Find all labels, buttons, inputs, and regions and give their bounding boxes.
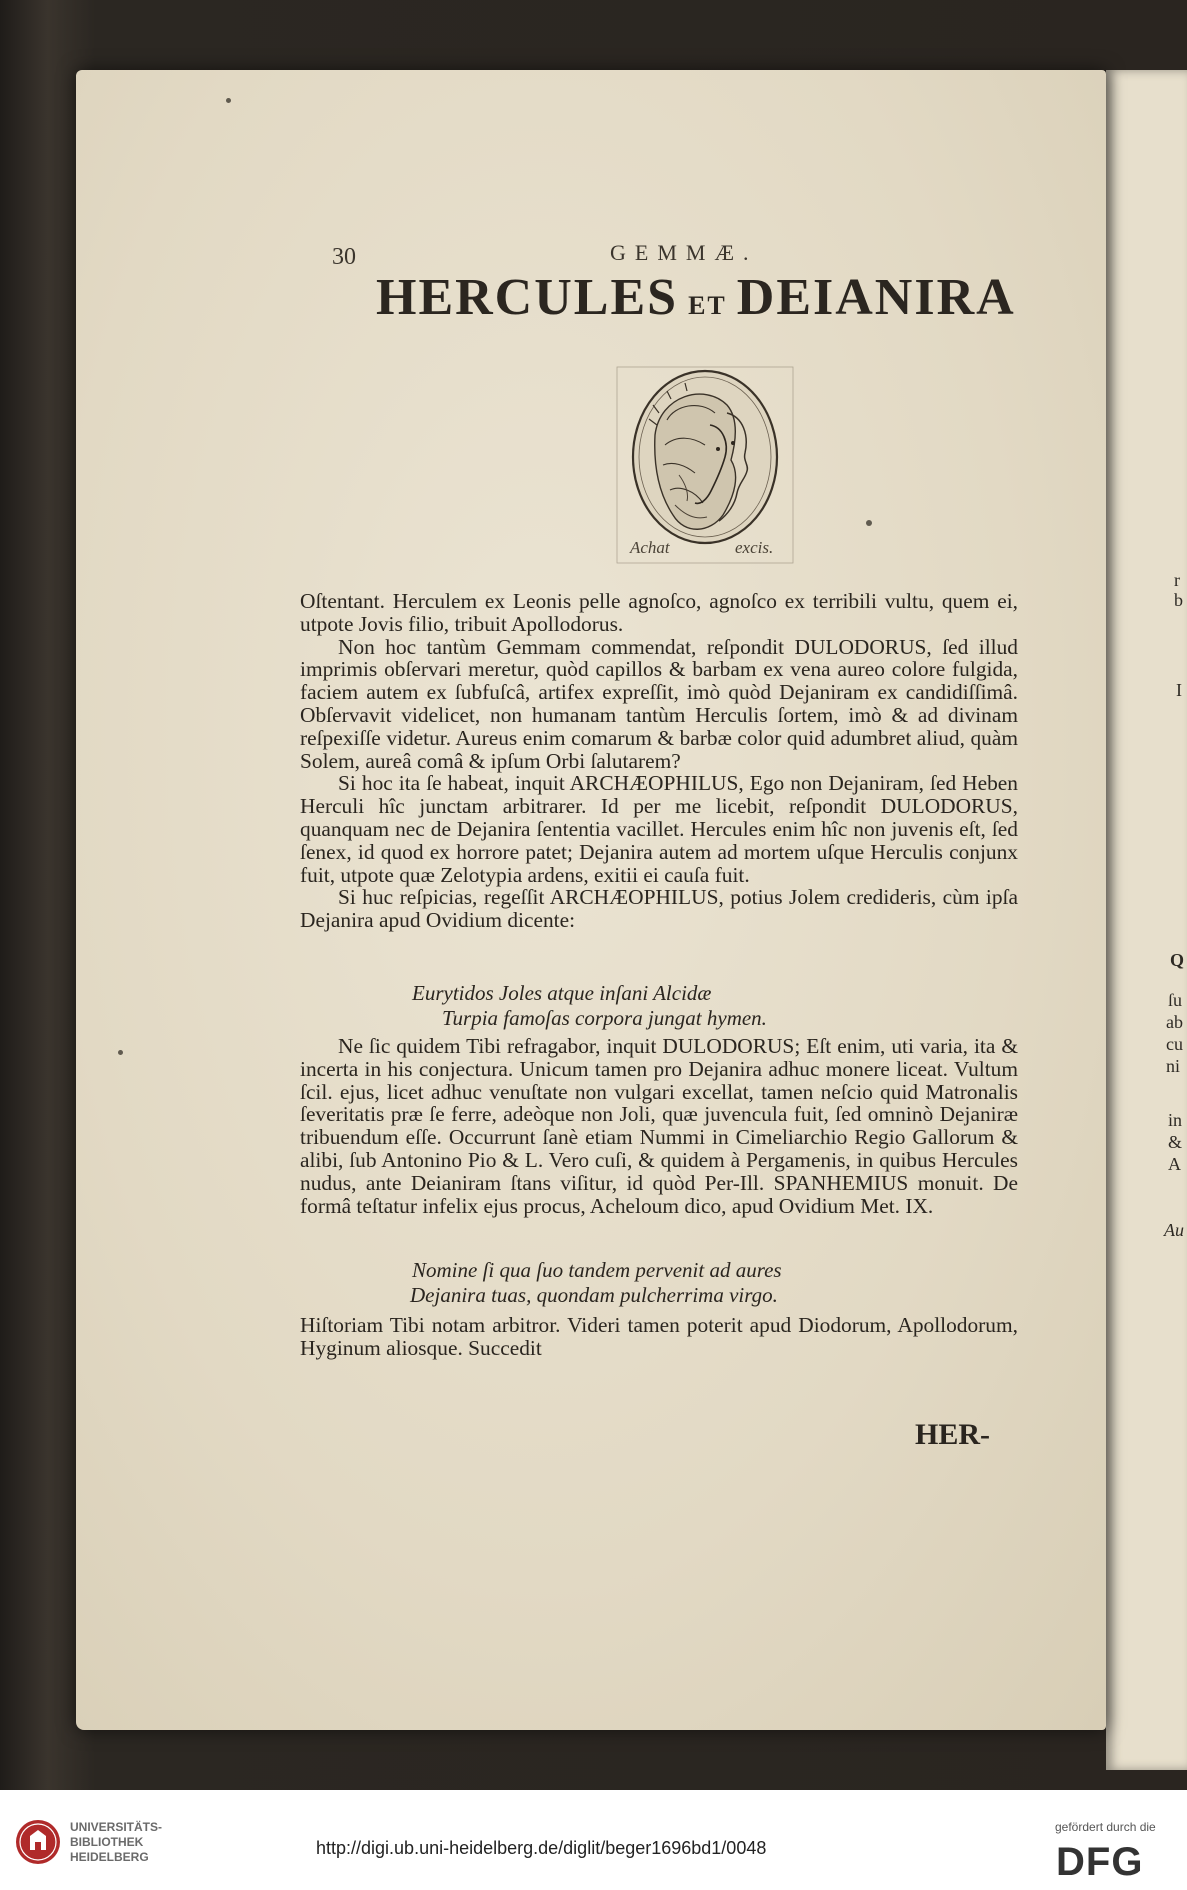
ink-spot [866, 520, 872, 526]
verse-line: Dejanira tuas, quondam pulcherrima virgo. [410, 1283, 778, 1307]
next-page-fragment: ſu [1168, 990, 1183, 1010]
institution-name: UNIVERSITÄTS- BIBLIOTHEK HEIDELBERG [70, 1820, 163, 1864]
paragraph: Non hoc tantùm Gemmam commendat, reſpondit DULODORUS, ſed illud imprimis obſervari meretur, quòd capillos & barbam ex vena aureo colore fulgida, faciem autem ex ſubfuſcâ, artifex expreſſit, imò quòd Dejaniram ex candidiſſimâ. Obſervavit videlicet, non humanam tantùm Herculis ſortem, imò & ad divinam reſpexiſſe videtur. Aureus enim comarum & barbæ color quid adumbret aliud, quàm Solem, aureâ comâ & ipſum Orbi ſalutarem? [300, 634, 1018, 773]
next-page-fragment: Q [1170, 950, 1185, 970]
next-page-fragment: b [1174, 590, 1183, 610]
next-page-fragment: ni [1166, 1056, 1181, 1076]
paragraph: Hiſtoriam Tibi notam arbitror. Videri tamen poterit apud Diodorum, Apollodorum, Hyginum aliosque. Succedit [300, 1313, 1018, 1360]
university-seal-icon [14, 1818, 62, 1866]
ink-spot [226, 98, 231, 103]
next-page-fragment: in [1168, 1110, 1183, 1130]
next-page-fragment: I [1176, 680, 1182, 700]
running-head: GEMMÆ. [610, 240, 758, 265]
next-page-fragment: Au [1164, 1220, 1184, 1240]
gem-engraving [615, 365, 795, 565]
text-block-2 [300, 1035, 1018, 1217]
page-number: 30 [332, 244, 356, 270]
source-url-link[interactable]: http://digi.ub.uni-heidelberg.de/diglit/beger1696bd1/0048 [316, 1838, 767, 1858]
verse-line: Nomine ſi qua ſuo tandem pervenit ad aures [412, 1258, 782, 1282]
verse-line: Turpia famoſas corpora jungat hymen. [442, 1006, 767, 1030]
catchword: HER- [915, 1418, 990, 1451]
next-page-fragment: A [1168, 1154, 1181, 1174]
dfg-logo: DFG [1056, 1840, 1144, 1884]
text-block-1 [300, 590, 1018, 932]
title-conjunction: ET [688, 291, 727, 320]
title-part-1: HERCULES [376, 269, 679, 326]
ink-spot [118, 1050, 123, 1055]
paragraph: Ne ſic quidem Tibi refragabor, inquit DULODORUS; Eſt enim, uti varia, ita & incerta in his conjectura. Unicum tamen pro Dejanira adhuc monere liceat. Vultum ſcil. ejus, licet adhuc venuſtate non vulgari excellat, tamen neſcio quid Matronalis ſeveritatis præ ſe ferre, adeòque non Joli, quæ juvencula fuit, ſed omninò Dejaniræ tribuendum eſſe. Occurrunt ſanè etiam Nummi in Cimeliarchio Regio Gallorum & alibi, ſub Antonino Pio & L. Vero cuſi, & quidem à Pergamenis, in quibus Hercules nudus, ante Deianiram ſtans viſitur, id quòd Per-Ill. SPANHEMIUS monuit. De formâ teſtatur infelix ejus procus, Acheloum dico, apud Ovidium Met. IX. [300, 1034, 1018, 1218]
page-title [376, 268, 1016, 328]
engraver-mark: excis. [735, 538, 774, 557]
funding-label: gefördert durch die [1055, 1820, 1156, 1834]
next-page-fragment: cu [1166, 1034, 1183, 1054]
next-page-fragment: & [1168, 1132, 1183, 1152]
verse-line: Eurytidos Joles atque inſani Alcidæ [412, 981, 712, 1005]
next-page-edge [1106, 70, 1187, 1770]
paragraph: Oſtentant. Herculem ex Leonis pelle agnoſco, agnoſco ex terribili vultu, quem ei, utpote Jovis filio, tribuit Apollodorus. [300, 589, 1018, 636]
title-part-2: DEIANIRA [736, 269, 1016, 326]
next-page-fragment: r [1174, 570, 1180, 590]
next-page-fragment: ab [1166, 1012, 1183, 1032]
text-block-3 [300, 1314, 1018, 1360]
engraver-signature: Achat [630, 538, 670, 557]
paragraph: Si huc reſpicias, regeſſit ARCHÆOPHILUS, potius Jolem credideris, cùm ipſa Dejanira apud Ovidium dicente: [300, 885, 1018, 933]
paragraph: Si hoc ita ſe habeat, inquit ARCHÆOPHILUS, Ego non Dejaniram, ſed Heben Herculi hîc junctam arbitrarer. Id per me licebit, reſpondit DULODORUS, quanquam nec de Dejanira ſententia vacillet. Hercules enim hîc non juvenis eſt, ſed ſenex, id quod ex horrore patet; Dejanira autem ad mortem uſque Herculis conjunx fuit, utpote quæ Zelotypia ardens, exitii ei cauſa fuit. [300, 771, 1018, 887]
